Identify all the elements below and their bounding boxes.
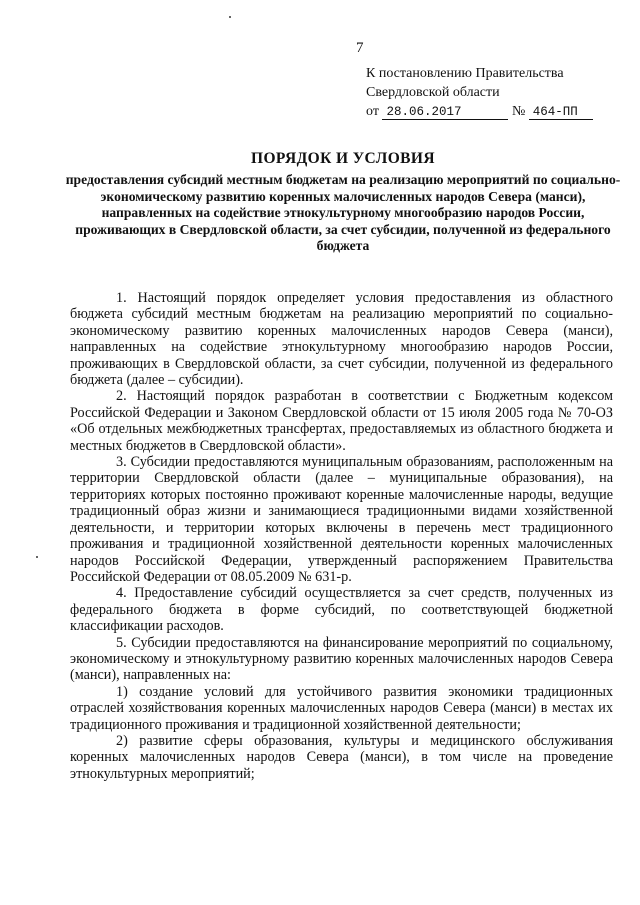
paragraph-3: 3. Субсидии предоставляются муниципальным образованиям, расположенным на территории Свердловской области (далее – муниципальные образования), на территориях которых постоянно проживают коренные малочисленные народы, ведущие традиционный образ жизни и занимающиеся традиционными видами хозяйственной деятельности, и территории которых включены в перечень мест традиционного проживания и традиционной хозяйственной деятельности коренных малочисленных народов Российской Федерации, утвержденный распоряжением Правительства Российской Федерации от 08.05.2009 № 631-р. [70, 454, 613, 585]
paragraph-2: 2. Настоящий порядок разработан в соответствии с Бюджетным кодексом Российской Федерации и Законом Свердловской области от 15 июля 2005 года № 70-ОЗ «Об отдельных межбюджетных трансфертах, предоставляемых из областного бюджета и местных бюджетов в Свердловской области». [70, 388, 613, 454]
approval-block [366, 64, 626, 121]
page-number: 7 [356, 40, 364, 56]
approval-line-1: К постановлению Правительства [366, 66, 564, 81]
number-prefix: № [511, 104, 526, 119]
approval-line-2: Свердловской области [366, 85, 500, 100]
document-title: ПОРЯДОК И УСЛОВИЯ [251, 150, 435, 167]
paragraph-5-item-1: 1) создание условий для устойчивого развития экономики традиционных отраслей хозяйствования коренных малочисленных народов Севера (манси) в местах их традиционного проживания и традиционной хозяйственной деятельности; [70, 683, 613, 733]
document-subtitle: предоставления субсидий местным бюджетам на реализацию мероприятий по социально-экономическому развитию коренных малочисленных народов Севера (манси), направленных на содействие этнокультурному многообразию народов России, проживающих в Свердловской области, за счет субсидии, полученной из федерального бюджета [65, 172, 621, 253]
paragraph-5-item-2: 2) развитие сферы образования, культуры и медицинского обслуживания коренных малочисленных народов Севера (манси), в том числе на проведение этнокультурных мероприятий; [70, 732, 613, 782]
scan-speck-top [229, 16, 231, 18]
paragraph-1: 1. Настоящий порядок определяет условия предоставления из областного бюджета субсидий местным бюджетам на реализацию мероприятий по социально-экономическому развитию коренных малочисленных народов Севера (манси), направленных на содействие этнокультурному многообразию народов России, проживающих в Свердловской области, за счет субсидии, полученной из федерального бюджета (далее – субсидии). [70, 290, 613, 389]
scan-speck-left [36, 556, 38, 558]
paragraph-5: 5. Субсидии предоставляются на финансирование мероприятий по социальному, экономическому и этнокультурному развитию коренных малочисленных народов Севера (манси), направленных на: [70, 634, 613, 684]
approval-number: 464-ПП [529, 106, 593, 120]
approval-date: 28.06.2017 [382, 106, 508, 120]
approval-date-line [366, 102, 626, 121]
paragraph-4: 4. Предоставление субсидий осуществляется за счет средств, полученных из федерального бюджета в форме субсидий, по соответствующей бюджетной классификации расходов. [70, 585, 613, 635]
date-prefix: от [366, 104, 379, 119]
document-body [70, 290, 613, 782]
